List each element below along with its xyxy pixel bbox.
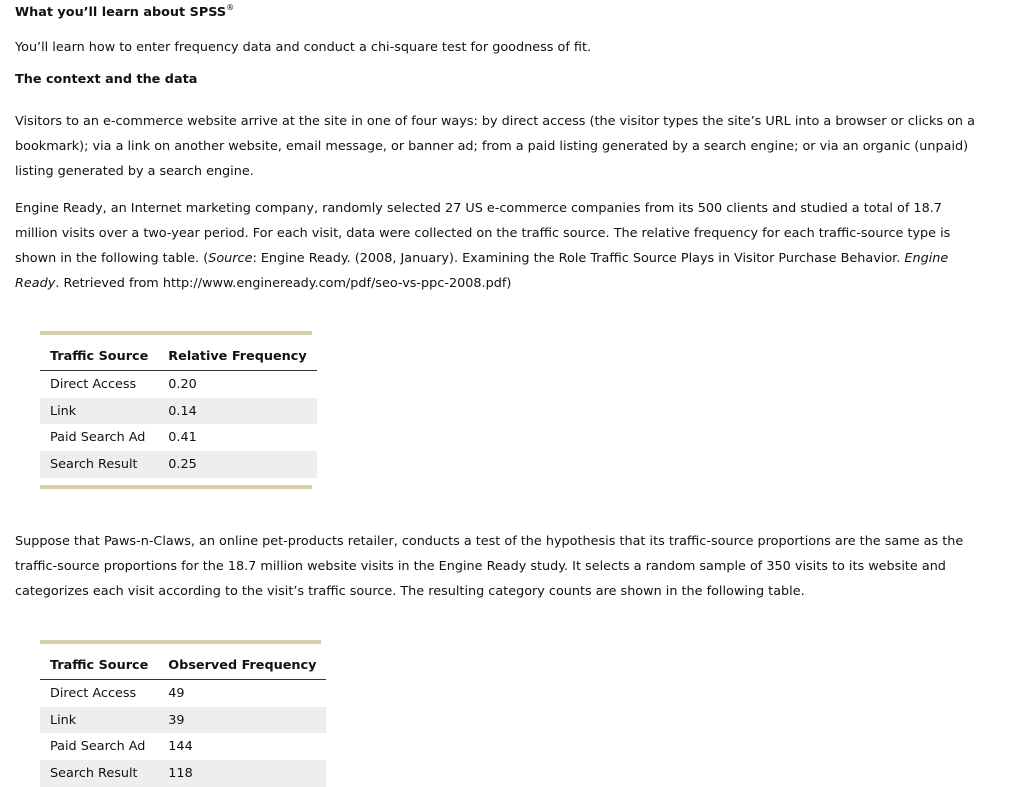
table-cell: Link — [40, 398, 158, 425]
column-header: Traffic Source — [40, 651, 158, 680]
table-row — [40, 733, 326, 760]
column-header: Traffic Source — [40, 342, 158, 371]
registered-mark: ® — [226, 3, 235, 12]
table-cell: Direct Access — [50, 685, 137, 701]
table-header-row — [40, 342, 317, 371]
table-cell: Link — [40, 707, 158, 734]
column-header: Observed Frequency — [158, 651, 326, 680]
table-cell: 39 — [158, 707, 326, 734]
table-cell: 0.25 — [158, 451, 316, 478]
table-header-row — [40, 651, 326, 680]
intro-paragraph: You’ll learn how to enter frequency data and conduct a chi-square test for goodness of fit. — [15, 40, 592, 55]
table-row — [40, 680, 326, 707]
relative-frequency-table — [40, 331, 312, 489]
table-row — [40, 371, 317, 398]
engine-ready-paragraph: Engine Ready, an Internet marketing company, randomly selected 27 US e-commerce companies from its 500 clients and studied a total of 18.7 million visits over a two-year period. For each visit, data were collected on the traffic source. The relative frequency for each traffic-source type is shown in the following table. (Source: Engine Ready. (2008, January). Examining the Role Traffic Source Plays in Visitor Purchase Behavior. Engine Ready. Retrieved from http://www.engineready.com/pdf/seo-vs-ppc-2008.pdf) — [15, 201, 951, 291]
table-cell: Direct Access — [50, 376, 137, 392]
table-cell: 0.14 — [158, 398, 316, 425]
observed-frequency-table — [40, 640, 321, 787]
table-row — [40, 424, 317, 451]
table-cell: 49 — [168, 685, 185, 701]
table-cell: 0.20 — [168, 376, 197, 392]
source-label: Source — [208, 251, 253, 266]
page-title: What you’ll learn about SPSS® — [15, 3, 235, 20]
table-cell: Search Result — [40, 451, 158, 478]
table-row — [40, 707, 326, 734]
table-cell: Paid Search Ad — [50, 739, 146, 755]
table-cell: 144 — [168, 739, 193, 755]
visitors-paragraph: Visitors to an e-commerce website arrive at the site in one of four ways: by direct access (the visitor types the site’s URL into a browser or clicks on a bookmark); via a link on another website, email message, or banner ad; from a paid listing generated by a search engine; or via an organic (unpaid) listing generated by a search engine. — [15, 114, 975, 179]
table-cell: Search Result — [40, 760, 158, 787]
table-row — [40, 398, 317, 425]
table-cell: 0.41 — [168, 430, 197, 446]
table-cell: Paid Search Ad — [50, 430, 146, 446]
publication-name: Engine Ready — [15, 251, 949, 291]
section-heading-context: The context and the data — [15, 72, 198, 87]
table-cell: 118 — [158, 760, 326, 787]
table-row — [40, 451, 317, 478]
column-header: Relative Frequency — [158, 342, 316, 371]
suppose-paragraph: Suppose that Paws-n-Claws, an online pet-products retailer, conducts a test of the hypothesis that its traffic-source proportions are the same as the traffic-source proportions for the 18.7 million website visits in the Engine Ready study. It selects a random sample of 350 visits to its website and categorizes each visit according to the visit’s traffic source. The resulting category counts are shown in the following table. — [15, 534, 964, 599]
